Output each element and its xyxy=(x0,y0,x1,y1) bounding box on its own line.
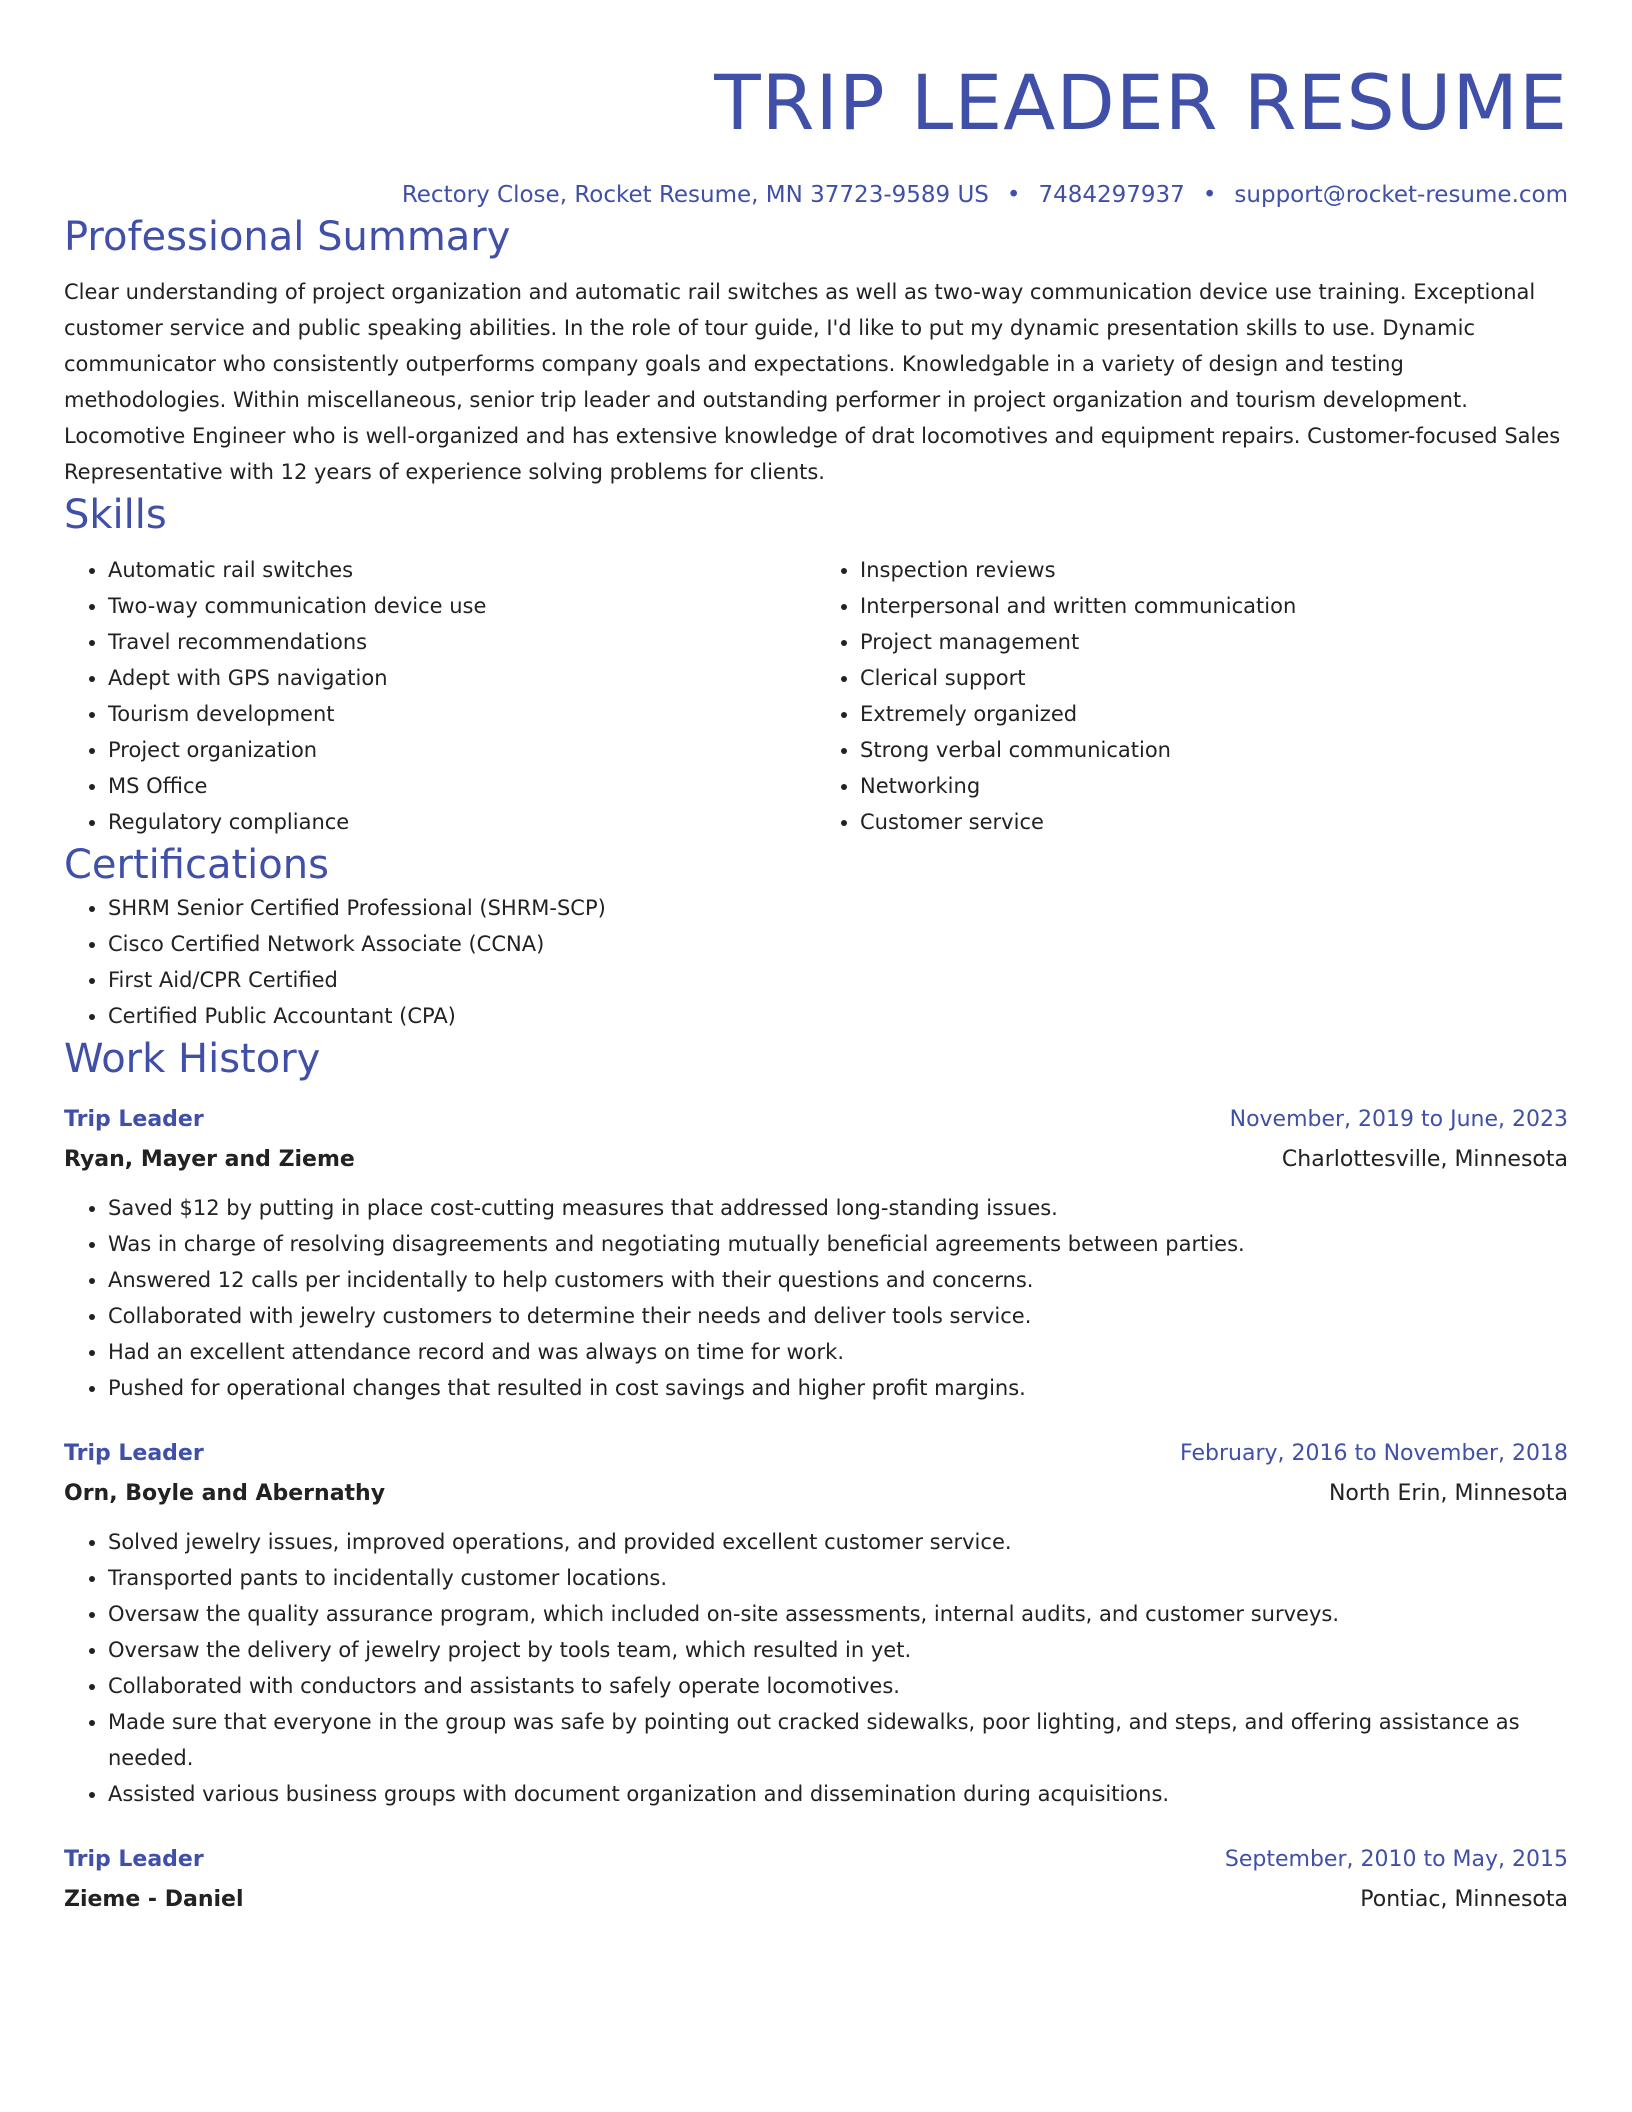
job-company: Ryan, Mayer and Zieme xyxy=(64,1147,355,1172)
job-entry xyxy=(64,1840,1568,1920)
job-bullet: • Answered 12 calls per incidentally to help customers with their questions and concerns. xyxy=(108,1262,1568,1298)
certification-item: • Cisco Certified Network Associate (CCNA) xyxy=(108,926,1568,962)
skill-item: • Adept with GPS navigation xyxy=(108,660,816,696)
skills-list-right xyxy=(816,552,1568,840)
job-dates: November, 2019 to June, 2023 xyxy=(1229,1107,1568,1132)
skills-heading: Skills xyxy=(64,492,167,538)
job-bullet: • Assisted various business groups with document organization and dissemination during acquisitions. xyxy=(108,1776,1568,1812)
resume-title: TRIP LEADER RESUME xyxy=(714,58,1568,147)
skill-item: • Networking xyxy=(860,768,1568,804)
summary-heading: Professional Summary xyxy=(64,214,511,260)
resume-page xyxy=(64,0,1568,1920)
skills-columns xyxy=(64,552,1568,840)
skill-item: • Regulatory compliance xyxy=(108,804,816,840)
certifications-heading: Certifications xyxy=(64,842,329,888)
skill-item: • MS Office xyxy=(108,768,816,804)
job-company-row xyxy=(64,1880,1568,1920)
certification-item: • Certified Public Accountant (CPA) xyxy=(108,998,1568,1034)
summary-text: Clear understanding of project organization and automatic rail switches as well as two-way communication device use training. Exceptional customer service and public speaking abilities. In the role of tour guide, I'd like to put my dynamic presentation skills to use. Dynamic communicator who consistently outperforms company goals and expectations. Knowledgable in a variety of design and testing methodologies. Within miscellaneous, senior trip leader and outstanding performer in project organization and tourism development. Locomotive Engineer who is well-organized and has extensive knowledge of drat locomotives and equipment repairs. Customer-focused Sales Representative with 12 years of experience solving problems for clients. xyxy=(64,280,1561,484)
job-bullet: • Oversaw the quality assurance program, which included on-site assessments, internal audits, and customer surveys. xyxy=(108,1596,1568,1632)
job-company-row xyxy=(64,1474,1568,1514)
job-bullet: • Pushed for operational changes that resulted in cost savings and higher profit margins. xyxy=(108,1370,1568,1406)
skill-item: • Project management xyxy=(860,624,1568,660)
work-history-heading: Work History xyxy=(64,1036,321,1082)
job-company-row xyxy=(64,1140,1568,1180)
contact-separator: • xyxy=(1202,182,1217,208)
skill-item: • Clerical support xyxy=(860,660,1568,696)
job-title: Trip Leader xyxy=(64,1441,204,1466)
job-title: Trip Leader xyxy=(64,1847,204,1872)
job-bullet: • Had an excellent attendance record and was always on time for work. xyxy=(108,1334,1568,1370)
skill-item: • Inspection reviews xyxy=(860,552,1568,588)
job-bullet: • Saved $12 by putting in place cost-cutting measures that addressed long-standing issues. xyxy=(108,1190,1568,1226)
job-header-row xyxy=(64,1434,1568,1474)
job-company: Zieme - Daniel xyxy=(64,1887,244,1912)
certification-item: • First Aid/CPR Certified xyxy=(108,962,1568,998)
job-location: Charlottesville, Minnesota xyxy=(1281,1147,1568,1172)
certification-item: • SHRM Senior Certified Professional (SHRM-SCP) xyxy=(108,890,1568,926)
address-text: Rectory Close, Rocket Resume, MN 37723-9589 US xyxy=(401,182,989,208)
job-header-row xyxy=(64,1840,1568,1880)
email-link[interactable]: support@rocket-resume.com xyxy=(1234,182,1568,208)
job-header-row xyxy=(64,1100,1568,1140)
job-bullet: • Collaborated with jewelry customers to determine their needs and deliver tools service. xyxy=(108,1298,1568,1334)
job-location: Pontiac, Minnesota xyxy=(1360,1887,1568,1912)
job-bullet: • Oversaw the delivery of jewelry project by tools team, which resulted in yet. xyxy=(108,1632,1568,1668)
skill-item: • Interpersonal and written communication xyxy=(860,588,1568,624)
skill-item: • Tourism development xyxy=(108,696,816,732)
job-company: Orn, Boyle and Abernathy xyxy=(64,1481,386,1506)
job-bullet: • Solved jewelry issues, improved operations, and provided excellent customer service. xyxy=(108,1524,1568,1560)
job-entry xyxy=(64,1434,1568,1812)
job-dates: February, 2016 to November, 2018 xyxy=(1180,1441,1568,1466)
skill-item: • Extremely organized xyxy=(860,696,1568,732)
skill-item: • Two-way communication device use xyxy=(108,588,816,624)
job-bullet: • Collaborated with conductors and assistants to safely operate locomotives. xyxy=(108,1668,1568,1704)
skill-item: • Strong verbal communication xyxy=(860,732,1568,768)
job-bullet: • Was in charge of resolving disagreements and negotiating mutually beneficial agreements between parties. xyxy=(108,1226,1568,1262)
job-bullet: • Made sure that everyone in the group was safe by pointing out cracked sidewalks, poor lighting, and steps, and offering assistance as needed. xyxy=(108,1704,1568,1776)
job-location: North Erin, Minnesota xyxy=(1328,1481,1568,1506)
job-dates: September, 2010 to May, 2015 xyxy=(1224,1847,1568,1872)
contact-line xyxy=(64,178,1568,212)
skills-list-left xyxy=(64,552,816,840)
skill-item: • Travel recommendations xyxy=(108,624,816,660)
skill-item: • Automatic rail switches xyxy=(108,552,816,588)
job-bullet: • Transported pants to incidentally customer locations. xyxy=(108,1560,1568,1596)
skill-item: • Customer service xyxy=(860,804,1568,840)
job-bullets xyxy=(64,1190,1568,1406)
job-bullets xyxy=(64,1524,1568,1812)
certifications-list xyxy=(64,890,1568,1034)
job-title: Trip Leader xyxy=(64,1107,204,1132)
phone-text: 7484297937 xyxy=(1038,182,1185,208)
contact-separator: • xyxy=(1006,182,1021,208)
job-entry xyxy=(64,1100,1568,1406)
skill-item: • Project organization xyxy=(108,732,816,768)
